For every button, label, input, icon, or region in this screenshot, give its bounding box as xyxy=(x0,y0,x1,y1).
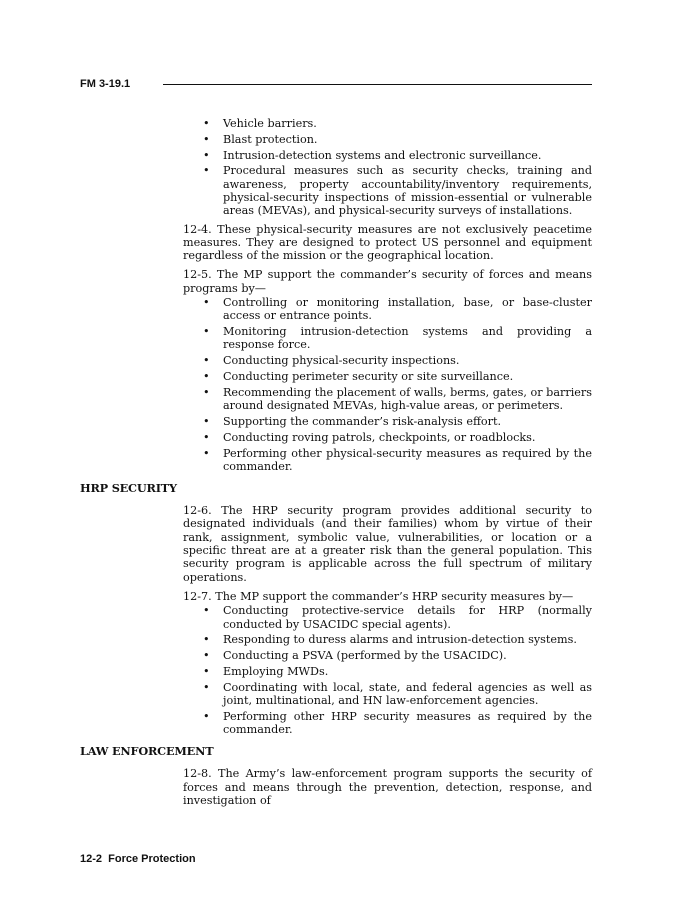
list-item xyxy=(202,296,592,323)
paragraph-12-6: 12-6. The HRP security program provides additional security to designated individuals (and their families) whom by virtue of their rank, assignment, symbolic value, vulnerabilities, or location or a specific threat are at a greater risk than the general population. This security program is applicable across the full spectrum of military operations. xyxy=(183,504,592,584)
list-item xyxy=(202,633,592,646)
bullet-icon: • xyxy=(203,633,210,647)
list-item-text: Coordinating with local, state, and federal agencies as well as joint, multinational, and HN law-enforcement agencies. xyxy=(223,680,592,707)
bullet-icon: • xyxy=(203,680,210,694)
list-item-text: Intrusion-detection systems and electronic surveillance. xyxy=(223,148,542,162)
bullet-icon: • xyxy=(203,414,210,428)
list-item xyxy=(202,117,592,130)
list-item xyxy=(202,415,592,428)
hrp-measures-list xyxy=(202,604,592,736)
list-item xyxy=(202,133,592,146)
bullet-icon: • xyxy=(203,370,210,384)
paragraph-12-8: 12-8. The Army’s law-enforcement program supports the security of forces and means through the prevention, detection, response, and investigation of xyxy=(183,767,592,807)
list-item-text: Employing MWDs. xyxy=(223,664,329,678)
list-item-text: Conducting physical-security inspections. xyxy=(223,354,460,368)
list-item-text: Conducting protective-service details for HRP (normally conducted by USACIDC special agents). xyxy=(223,604,592,631)
bullet-icon: • xyxy=(203,649,210,663)
list-item-text: Blast protection. xyxy=(223,132,318,146)
list-item-text: Monitoring intrusion-detection systems and providing a response force. xyxy=(223,325,592,352)
list-item xyxy=(202,665,592,678)
body-column-1 xyxy=(183,117,592,473)
bullet-icon: • xyxy=(203,430,210,444)
bullet-icon: • xyxy=(203,604,210,618)
body-column-2 xyxy=(183,504,592,736)
intro-bullet-list xyxy=(202,117,592,218)
bullet-icon: • xyxy=(203,446,210,460)
list-item xyxy=(202,325,592,352)
section-heading-hrp-security: HRP SECURITY xyxy=(80,481,177,496)
list-item-text: Performing other HRP security measures as required by the commander. xyxy=(223,709,592,737)
list-item-text: Supporting the commander’s risk-analysis effort. xyxy=(223,414,502,428)
bullet-icon: • xyxy=(203,354,210,368)
list-item-text: Responding to duress alarms and intrusion-detection systems. xyxy=(223,633,577,647)
list-item xyxy=(202,649,592,662)
list-item-text: Conducting perimeter security or site surveillance. xyxy=(223,370,514,384)
list-item xyxy=(202,447,592,474)
header-rule xyxy=(163,84,592,85)
chapter-title: Force Protection xyxy=(108,853,196,865)
list-item xyxy=(202,354,592,367)
section-heading-law-enforcement: LAW ENFORCEMENT xyxy=(80,744,214,759)
body-column-3 xyxy=(183,767,592,807)
page-number: 12-2 xyxy=(80,853,103,865)
list-item-text: Controlling or monitoring installation, base, or base-cluster access or entrance points. xyxy=(223,296,592,323)
bullet-icon: • xyxy=(203,709,210,723)
list-item xyxy=(202,604,592,631)
bullet-icon: • xyxy=(203,664,210,678)
list-item-text: Recommending the placement of walls, berms, gates, or barriers around designated MEVAs, high-value areas, or perimeters. xyxy=(223,385,592,413)
page-content xyxy=(80,117,592,813)
list-item xyxy=(202,164,592,217)
security-measures-list xyxy=(202,296,592,473)
bullet-icon: • xyxy=(203,132,210,146)
bullet-icon: • xyxy=(203,164,210,178)
paragraph-12-7: 12-7. The MP support the commander’s HRP security measures by— xyxy=(183,589,574,603)
list-item-text: Vehicle barriers. xyxy=(223,117,317,130)
list-item-text: Conducting roving patrols, checkpoints, or roadblocks. xyxy=(223,430,536,444)
list-item xyxy=(202,386,592,413)
list-item xyxy=(202,681,592,708)
list-item-text: Performing other physical-security measures as required by the commander. xyxy=(223,446,592,473)
list-item xyxy=(202,431,592,444)
page-footer xyxy=(80,853,196,865)
paragraph-12-4: 12-4. These physical-security measures are not exclusively peacetime measures. They are designed to protect US personnel and equipment regardless of the mission or the geographical location. xyxy=(183,222,592,263)
list-item-text: Procedural measures such as security checks, training and awareness, property accountability/inventory requirements, physical-security inspections of mission-essential or vulnerable areas (MEVAs), and physical-security surveys of installations. xyxy=(223,164,592,218)
bullet-icon: • xyxy=(203,325,210,339)
list-item xyxy=(202,149,592,162)
paragraph-12-5: 12-5. The MP support the commander’s security of forces and means programs by— xyxy=(183,268,592,295)
list-item xyxy=(202,710,592,737)
list-item-text: Conducting a PSVA (performed by the USACIDC). xyxy=(223,649,507,663)
bullet-icon: • xyxy=(203,296,210,310)
list-item xyxy=(202,370,592,383)
bullet-icon: • xyxy=(203,148,210,162)
manual-code: FM 3-19.1 xyxy=(80,78,131,90)
bullet-icon: • xyxy=(203,385,210,399)
bullet-icon: • xyxy=(203,117,210,130)
